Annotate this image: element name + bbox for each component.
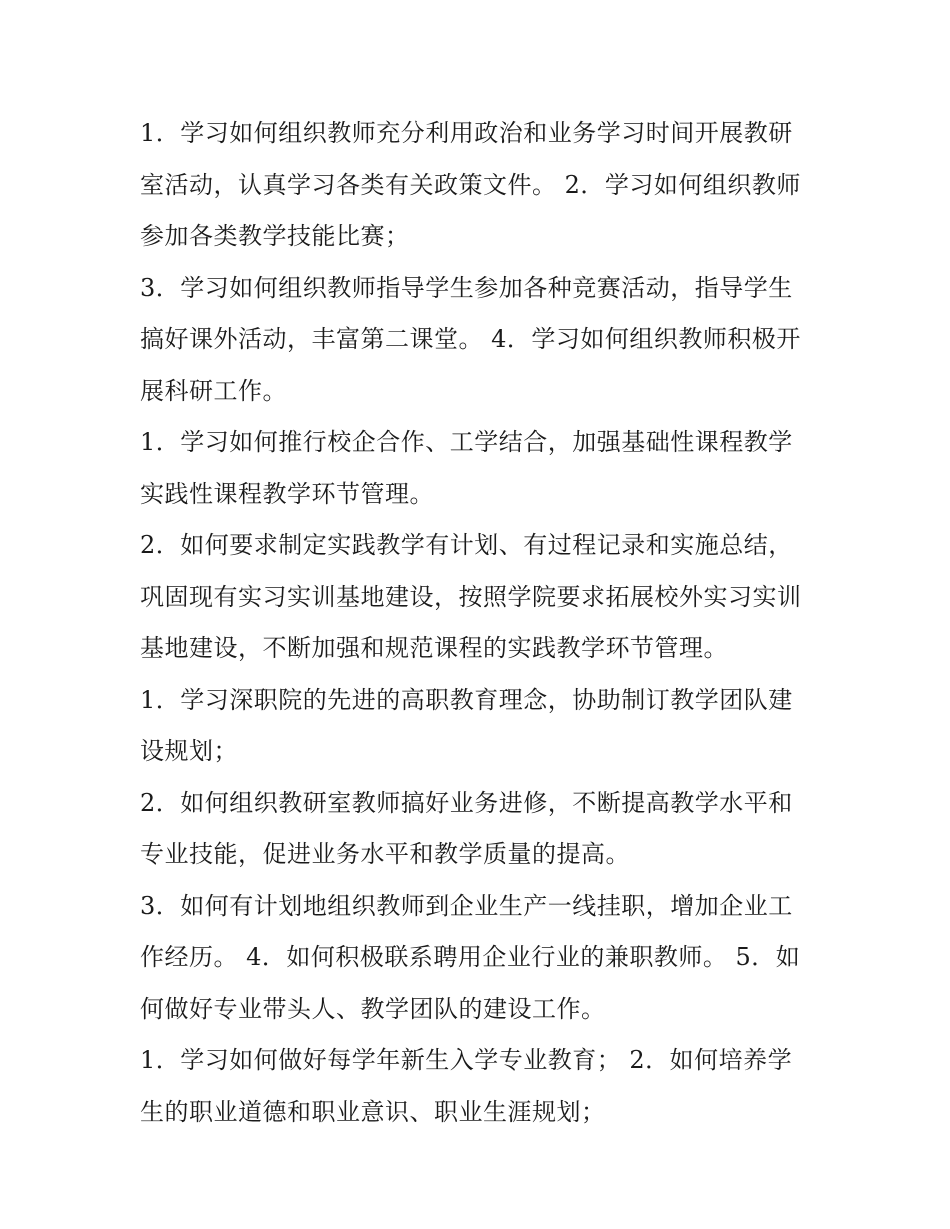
text-line: 何做好专业带头人、教学团队的建设工作。	[140, 994, 606, 1023]
text-line: 1．学习如何组织教师充分利用政治和业务学习时间开展教研	[140, 119, 793, 147]
text-line: 生的职业道德和职业意识、职业生涯规划；	[140, 1097, 606, 1126]
text-line: 展科研工作。	[140, 376, 287, 405]
text-line: 1．学习如何做好每学年新生入学专业教育； 2．如何培养学	[140, 1046, 793, 1074]
text-line: 实践性课程教学环节管理。	[140, 479, 434, 508]
text-line: 1．学习如何推行校企合作、工学结合，加强基础性课程教学	[140, 428, 793, 456]
text-line: 3．如何有计划地组织教师到企业生产一线挂职，增加企业工	[140, 891, 793, 920]
text-line: 巩固现有实习实训基地建设，按照学院要求拓展校外实习实训	[140, 582, 802, 611]
text-line: 参加各类教学技能比赛；	[140, 222, 410, 250]
text-line: 设规划；	[140, 737, 238, 765]
text-line: 室活动，认真学习各类有关政策文件。 2．学习如何组织教师	[140, 170, 801, 199]
text-line: 作经历。 4．如何积极联系聘用企业行业的兼职教师。 5．如	[140, 943, 801, 971]
text-line: 专业技能，促进业务水平和教学质量的提高。	[140, 840, 630, 868]
text-line: 2．如何要求制定实践教学有计划、有过程记录和实施总结，	[140, 531, 793, 559]
text-line: 2．如何组织教研室教师搞好业务进修，不断提高教学水平和	[140, 788, 793, 817]
document-body	[140, 108, 830, 1138]
text-line: 3．学习如何组织教师指导学生参加各种竞赛活动，指导学生	[140, 273, 793, 302]
text-line: 1．学习深职院的先进的高职教育理念，协助制订教学团队建	[140, 685, 793, 714]
text-line: 基地建设，不断加强和规范课程的实践教学环节管理。	[140, 634, 728, 662]
text-line: 搞好课外活动，丰富第二课堂。 4．学习如何组织教师积极开	[140, 325, 801, 353]
